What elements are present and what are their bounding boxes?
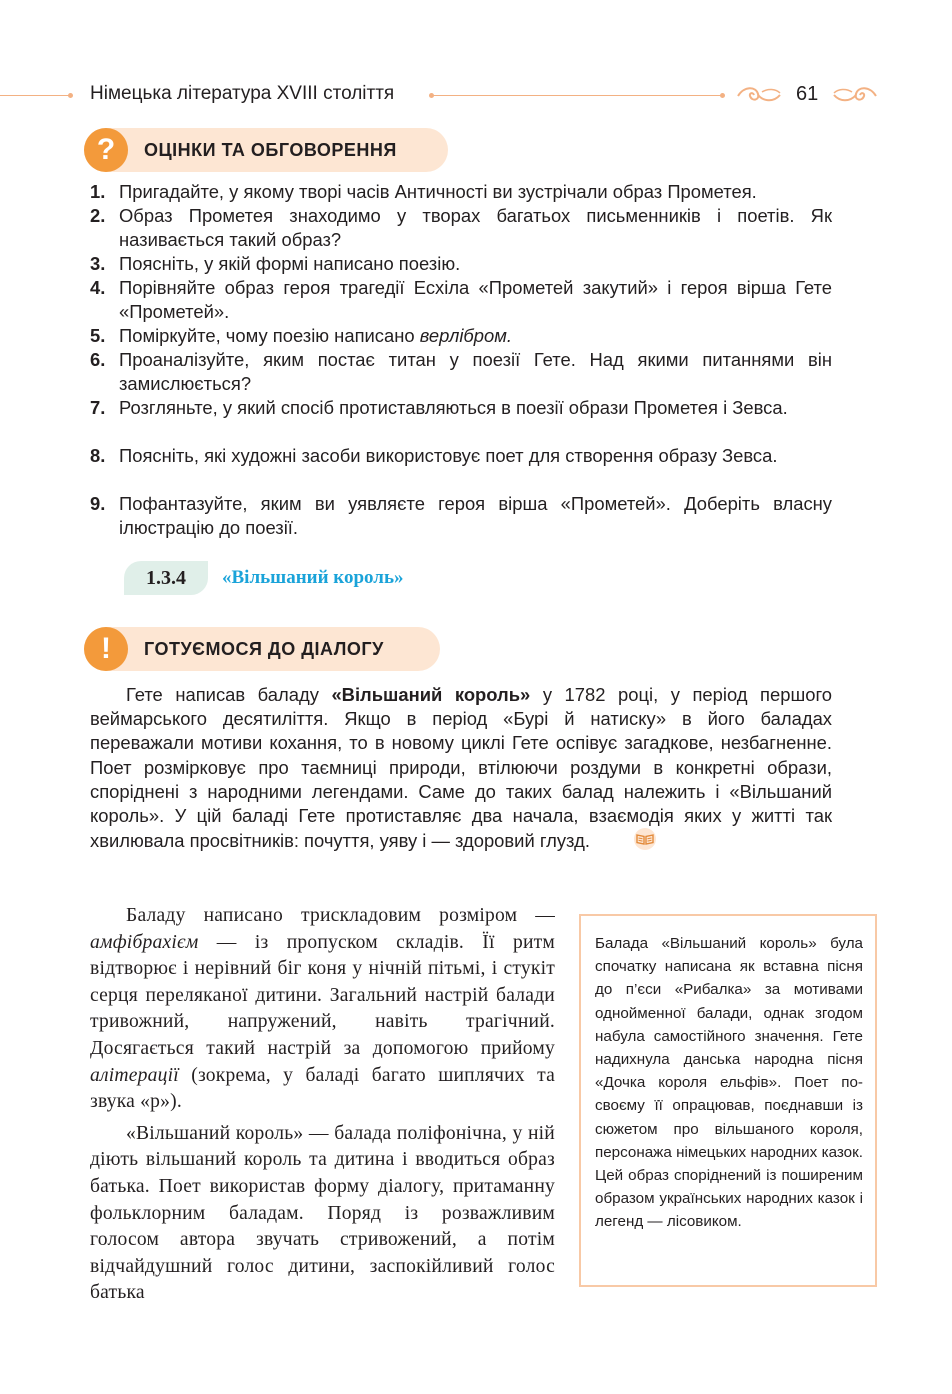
question-item: [90, 276, 832, 324]
question-number: 1.: [90, 181, 106, 202]
intro-paragraph: [90, 683, 832, 856]
term-alliteration: алітерації: [90, 1064, 179, 1086]
discussion-banner: [84, 128, 448, 172]
page-number: 61: [796, 83, 819, 105]
header-rule-mid: [432, 95, 722, 96]
dialog-banner: [84, 627, 440, 671]
discussion-title: ОЦІНКИ ТА ОБГОВОРЕННЯ: [144, 140, 397, 160]
header-rule-left: [0, 95, 70, 96]
question-number: 2.: [90, 205, 106, 226]
term-amphibrach: амфібрахієм: [90, 931, 199, 953]
subsection-number: 1.3.4: [124, 561, 208, 595]
main-text-column: [90, 903, 555, 1312]
question-item: [90, 492, 832, 540]
main-paragraph-1: [90, 903, 555, 1116]
question-number: 3.: [90, 253, 106, 274]
ballad-title-bold: «Вільшаний король»: [331, 684, 531, 705]
side-note-box: [579, 914, 877, 1287]
question-number: 7.: [90, 397, 106, 418]
question-text-plain: Поміркуйте, чому поезію написано: [119, 325, 420, 346]
ornament-left-icon: [736, 84, 782, 106]
question-text: Пофантазуйте, яким ви уявляєте героя вірша «Прометей». Доберіть власну ілюстрацію до поезії.: [119, 493, 832, 538]
question-item: [90, 348, 832, 396]
exclamation-icon: !: [84, 627, 128, 671]
main-text-span: Баладу написано трискладовим розміром —: [126, 905, 555, 926]
subsection-title: «Вільшаний король»: [222, 567, 404, 588]
question-text: Проаналізуйте, яким постає титан у поезії Гете. Над якими питаннями він замислюється?: [119, 349, 832, 394]
question-text: [119, 324, 832, 348]
question-item: [90, 444, 832, 468]
question-text: Поясніть, які художні засоби використовує поет для створення образу Зевса.: [119, 445, 778, 466]
question-text: Порівняйте образ героя трагедії Есхіла «Прометей закутий» і героя вірша Гете «Прометей».: [119, 277, 832, 322]
question-text: Розгляньте, у який спосіб протиставляються в поезії образи Прометея і Зевса.: [119, 397, 788, 418]
question-number: 9.: [90, 493, 106, 514]
question-number: 6.: [90, 349, 106, 370]
question-item: [90, 324, 832, 348]
question-text: Пригадайте, у якому творі часів Античності ви зустрічали образ Прометея.: [119, 181, 757, 202]
term-verlibr: верлібром.: [419, 325, 512, 346]
intro-text-rest: у 1782 році, у період першого веймарського десятиліття. Якщо в період «Бурі й натиску» в його баладах переважали мотиви кохання, то в новому циклі Гете оспівує загадкове, незбагненне. Поет розмірковує про таємниці природи, втілюючи роздуми в конкретні образи, споріднені з народними легендами. Саме до таких балад належить і «Вільшаний король». У цій баладі Гете протиставляє два начала, взаємодія яких у житті так хвилювала просвітників: почуття, уяву і — здоровий глузд.: [90, 684, 832, 852]
question-item: [90, 396, 832, 420]
question-item: [90, 180, 832, 204]
intro-text-start: Гете написав баладу: [126, 684, 332, 705]
question-text: Образ Прометея знаходимо у творах багатьох письменників і поетів. Як називається такий образ?: [119, 205, 832, 250]
question-text: Поясніть, у якій формі написано поезію.: [119, 253, 461, 274]
question-number: 8.: [90, 445, 106, 466]
main-text-span: — із пропуском складів. Її ритм відтворює і нерівний біг коня у нічній пітьмі, і стукіт серця переляканої дитини. Загальний настрій балади тривожний, напружений, навіть трагічний. Досягається такий настрій за допомогою прийому: [90, 931, 555, 1059]
header-dot-left: [68, 93, 73, 98]
running-header-title: Німецька література XVIII століття: [90, 83, 395, 104]
dialog-title: ГОТУЄМОСЯ ДО ДІАЛОГУ: [144, 639, 384, 659]
question-number: 4.: [90, 277, 106, 298]
ornament-right-icon: [832, 84, 878, 106]
question-number: 5.: [90, 325, 106, 346]
main-text-span: (зокрема, у баладі багато шиплячих та звука «р»).: [90, 1064, 555, 1113]
question-item: [90, 252, 832, 276]
book-icon: [596, 828, 658, 856]
header-dot-right: [720, 93, 725, 98]
main-paragraph-2: «Вільшаний король» — балада поліфонічна, у ній діють вільшаний король та дитина і вводиться образ батька. Поет використав форму діалогу, притаманну фольклорним баладам. Поряд із розважливим голосом автора звучать стривожений, а потім відчайдушний голос дитини, заспокійливий голос батька: [90, 1122, 555, 1304]
question-item: [90, 204, 832, 252]
side-note-text: Балада «Вільшаний король» була спочатку написана як вставна пісня до п’єси «Рибалка» за мотивами однойменної балади, однак згодом набула самостійного значення. Гете надихнула данська народна пісня «Дочка короля ельфів». Поет по-своєму її опрацював, поєднавши із сюжетом про вільшаного короля, персонажа німецьких народних казок. Цей образ споріднений із поширеним образом українських народних казок і легенд — лісовиком.: [595, 935, 863, 1231]
question-icon: ?: [84, 128, 128, 172]
